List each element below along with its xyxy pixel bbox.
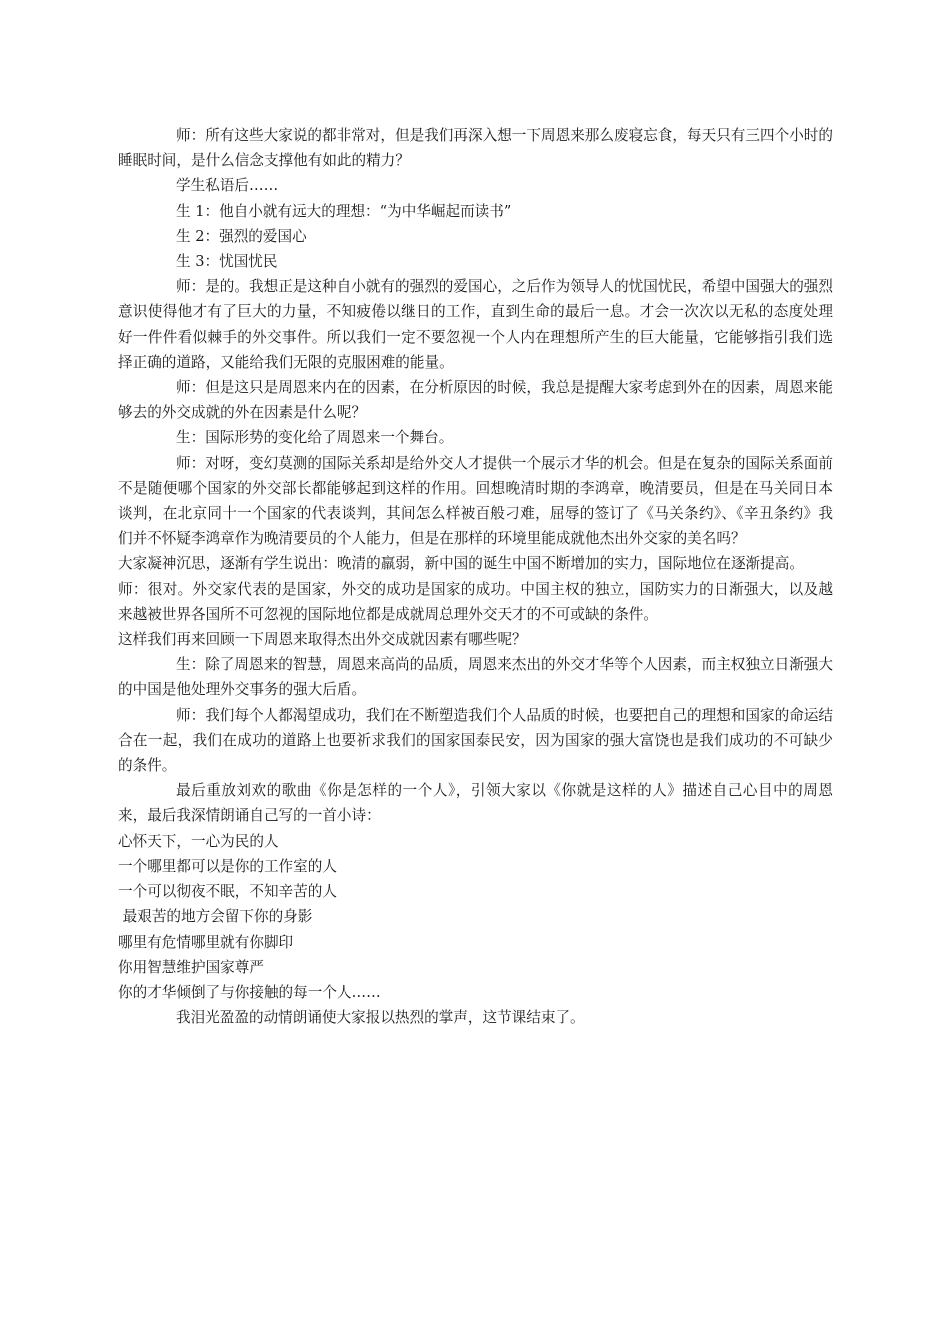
poem-line: 哪里有危情哪里就有你脚印	[118, 933, 294, 951]
paragraph: 师：但是这只是周恩来内在的因素，在分析原因的时候，我总是提醒大家考虑到外在的因素，周恩来能够去的外交成就的外在因素是什么呢？	[118, 379, 833, 422]
paragraph: 师：所有这些大家说的都非常对，但是我们再深入想一下周恩来那么废寝忘食，每天只有三四个小时的睡眠时间，是什么信念支撑他有如此的精力？	[118, 127, 833, 170]
paragraph: 师：我们每个人都渴望成功，我们在不断塑造我们个人品质的时候，也要把自己的理想和国家的命运结合在一起，我们在成功的道路上也要祈求我们的国家国泰民安，因为国家的强大富饶也是我们成功的不可缺少的条件。	[118, 706, 833, 775]
paragraph: 学生私语后……	[176, 177, 279, 195]
poem-line: 你用智慧维护国家尊严	[118, 958, 264, 976]
poem-line: 心怀天下，一心为民的人	[118, 832, 279, 850]
document-body	[118, 123, 833, 1030]
poem-line: 你的才华倾倒了与你接触的每一个人……	[118, 983, 381, 1001]
paragraph: 生：除了周恩来的智慧，周恩来高尚的品质，周恩来杰出的外交才华等个人因素，而主权独立日渐强大的中国是他处理外交事务的强大后盾。	[118, 656, 833, 699]
paragraph: 师：很对。外交家代表的是国家，外交的成功是国家的成功。中国主权的独立，国防实力的日渐强大，以及越来越被世界各国所不可忽视的国际地位都是成就周总理外交天才的不可或缺的条件。	[118, 580, 833, 623]
paragraph: 生：国际形势的变化给了周恩来一个舞台。	[176, 429, 454, 447]
paragraph: 大家凝神沉思，逐渐有学生说出：晚清的羸弱，新中国的诞生中国不断增加的实力，国际地位在逐渐提高。	[118, 555, 804, 573]
paragraph: 师：是的。我想正是这种自小就有的强烈的爱国心，之后作为领导人的忧国忧民，希望中国强大的强烈意识使得他才有了巨大的力量，不知疲倦以继日的工作，直到生命的最后一息。才会一次次以无私的态度处理好一件件看似棘手的外交事件。所以我们一定不要忽视一个人内在理想所产生的巨大能量，它能够指引我们选择正确的道路，又能给我们无限的克服困难的能量。	[118, 278, 833, 371]
paragraph: 师：对呀，变幻莫测的国际关系却是给外交人才提供一个展示才华的机会。但是在复杂的国际关系面前不是随便哪个国家的外交部长都能够起到这样的作用。回想晚清时期的李鸿章，晚清要员，但是在马关同日本谈判，在北京同十一个国家的代表谈判，其间怎么样被百般刁难，屈辱的签订了《马关条约》、《辛丑条约》我们并不怀疑李鸿章作为晚清要员的个人能力，但是在那样的环境里能成就他杰出外交家的美名吗？	[118, 454, 833, 548]
paragraph: 最后重放刘欢的歌曲《你是怎样的一个人》，引领大家以《你就是这样的人》描述自己心目中的周恩来，最后我深情朗诵自己写的一首小诗：	[118, 782, 833, 825]
poem-line: 一个可以彻夜不眠，不知辛苦的人	[118, 883, 337, 901]
paragraph: 生 1：他自小就有远大的理想：“为中华崛起而读书”	[176, 202, 512, 220]
paragraph: 生 3：忧国忧民	[176, 253, 278, 271]
paragraph: 我泪光盈盈的动情朗诵使大家报以热烈的掌声，这节课结束了。	[176, 1009, 585, 1027]
paragraph: 这样我们再来回顾一下周恩来取得杰出外交成就因素有哪些呢？	[118, 631, 527, 649]
poem-line: 一个哪里都可以是你的工作室的人	[118, 857, 337, 875]
paragraph: 生 2：强烈的爱国心	[176, 227, 307, 245]
poem-line: 最艰苦的地方会留下你的身影	[118, 908, 313, 926]
